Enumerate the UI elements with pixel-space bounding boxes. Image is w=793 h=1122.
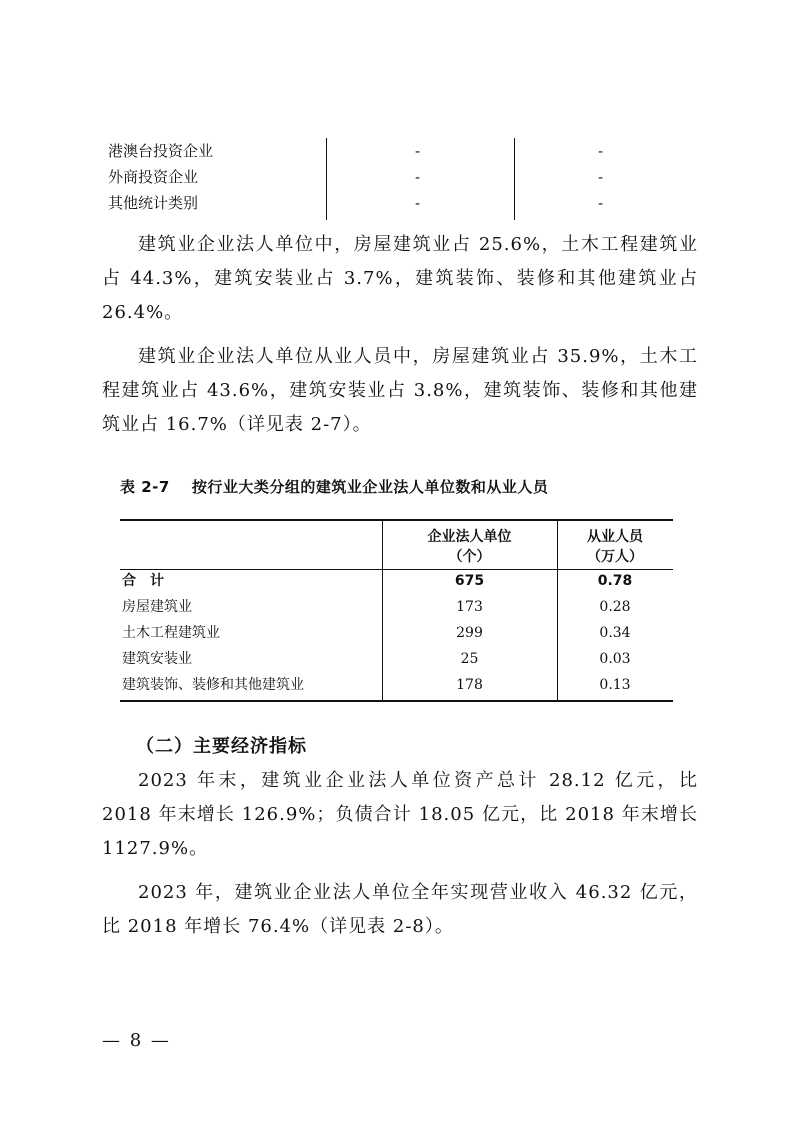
header-employees-label: 从业人员 — [587, 529, 643, 545]
table-row-total — [120, 568, 673, 594]
row-value: - — [415, 168, 421, 186]
header-employees — [557, 527, 673, 567]
header-employees-unit: （万人） — [587, 549, 643, 565]
paragraph-revenue: 2023 年，建筑业企业法人单位全年实现营业收入 46.32 亿元，比 2018 年增长 76.4%（详见表 2-8）。 — [102, 882, 698, 937]
continued-table — [104, 138, 700, 216]
paragraph-assets: 2023 年末，建筑业企业法人单位资产总计 28.12 亿元，比 2018 年末增长 126.9%；负债合计 18.05 亿元，比 2018 年末增长 1127.9%。 — [102, 770, 698, 859]
row-value: - — [415, 194, 421, 212]
row-employees: 0.34 — [599, 625, 631, 641]
paragraph-unit-share: 建筑业企业法人单位中，房屋建筑业占 25.6%，土木工程建筑业占 44.3%，建筑安装业占 3.7%，建筑装饰、装修和其他建筑业占 26.4%。 — [102, 234, 698, 323]
row-value: - — [415, 142, 421, 160]
row-employees: 0.78 — [597, 573, 633, 589]
row-name: 建筑装饰、装修和其他建筑业 — [122, 677, 304, 693]
row-category: 其他统计类别 — [108, 194, 199, 212]
paragraph-employee-share: 建筑业企业法人单位从业人员中，房屋建筑业占 35.9%，土木工程建筑业占 43.6%，建筑安装业占 3.8%，建筑装饰、装修和其他建筑业占 16.7%（详见表 2-7）。 — [102, 346, 698, 435]
row-value: - — [598, 168, 604, 186]
table-row — [120, 672, 673, 698]
table-caption: 按行业大类分组的建筑业企业法人单位数和从业人员 — [191, 478, 549, 496]
page-number: — 8 — — [102, 1030, 171, 1051]
row-name: 房屋建筑业 — [122, 599, 192, 615]
table-title — [120, 476, 680, 497]
table-row — [104, 164, 700, 190]
table-number: 表 2-7 — [120, 478, 170, 496]
table-row — [104, 138, 700, 164]
row-units: 178 — [456, 677, 483, 693]
table-row — [104, 190, 700, 216]
table-row — [120, 620, 673, 646]
row-category: 港澳台投资企业 — [108, 142, 214, 160]
row-units: 173 — [456, 599, 483, 615]
table-bottom-rule — [120, 700, 673, 702]
header-units — [382, 527, 557, 567]
header-units-label: 企业法人单位 — [427, 529, 512, 545]
header-units-unit: （个） — [448, 549, 491, 565]
table-row — [120, 646, 673, 672]
row-units: 25 — [460, 651, 479, 667]
row-name: 土木工程建筑业 — [122, 625, 220, 641]
row-units: 675 — [454, 573, 485, 589]
row-category: 外商投资企业 — [108, 168, 199, 186]
row-employees: 0.13 — [599, 677, 631, 693]
table-row — [120, 594, 673, 620]
row-employees: 0.03 — [599, 651, 631, 667]
table-top-rule — [120, 519, 673, 521]
row-units: 299 — [456, 625, 483, 641]
row-name: 合计 — [122, 573, 178, 589]
section-heading: （二）主要经济指标 — [136, 736, 307, 757]
row-name: 建筑安装业 — [122, 651, 192, 667]
row-value: - — [598, 194, 604, 212]
row-value: - — [598, 142, 604, 160]
row-employees: 0.28 — [599, 599, 631, 615]
